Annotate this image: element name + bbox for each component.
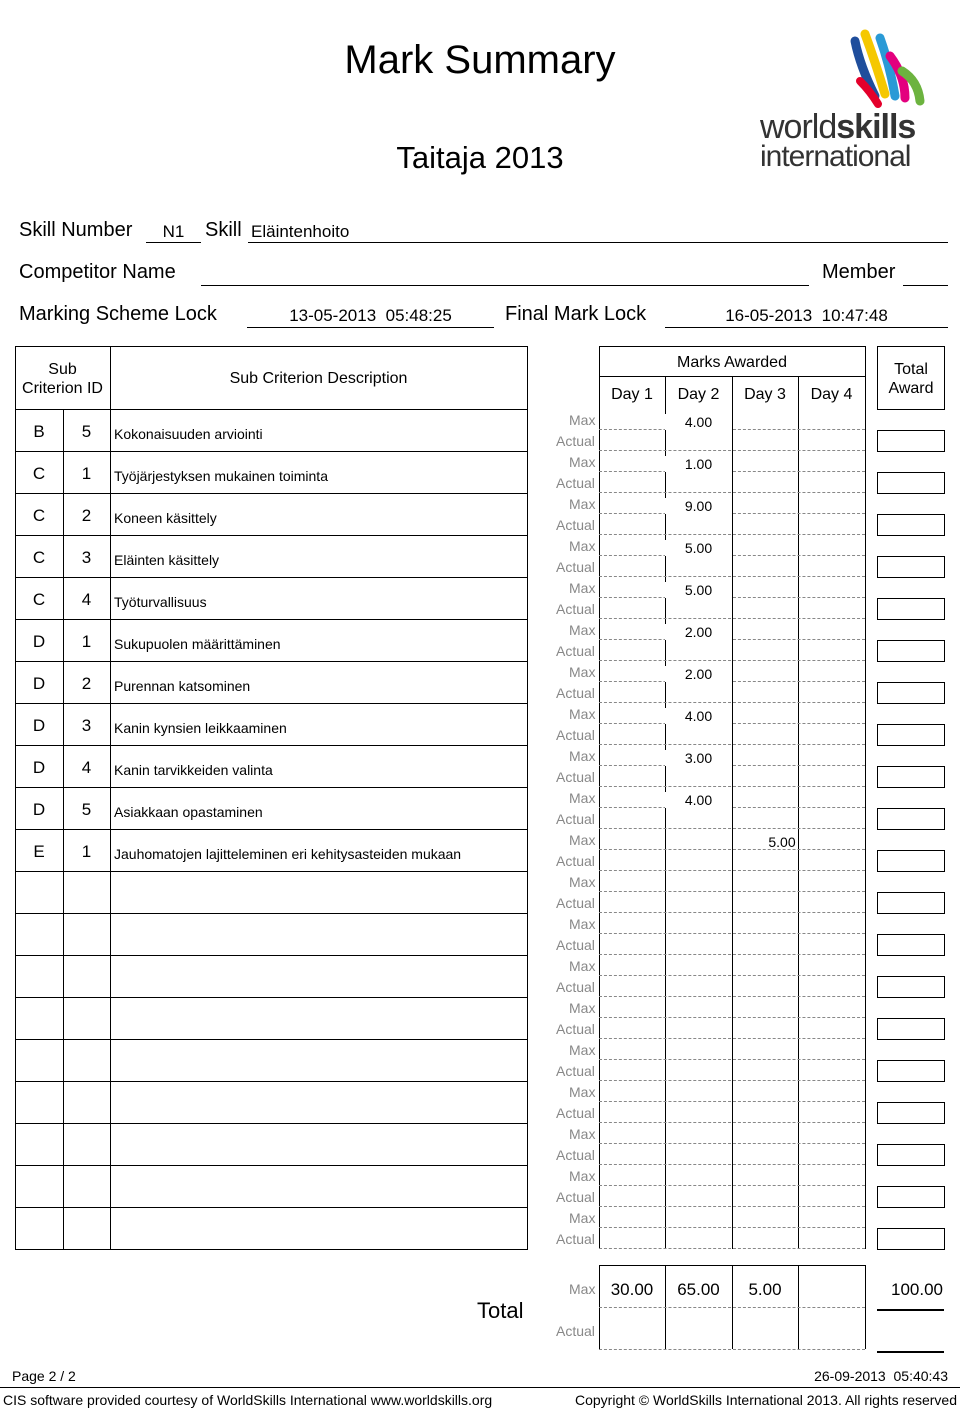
total-award-box[interactable]: [877, 808, 945, 830]
total-award-box[interactable]: [877, 766, 945, 788]
marks-awarded-header: Marks Awarded: [677, 354, 787, 371]
max-dash-line: [599, 975, 865, 976]
max-dash-line: [599, 555, 865, 556]
criterion-description: Työjärjestyksen mukainen toiminta: [114, 468, 328, 484]
page-number: Page 2 / 2: [12, 1368, 76, 1384]
day2-max: 4.00: [665, 708, 732, 724]
actual-dash-line: [599, 702, 865, 703]
total-award-box[interactable]: [877, 682, 945, 704]
actual-label: Actual: [556, 979, 595, 995]
criterion-description: Sukupuolen määrittäminen: [114, 636, 281, 652]
actual-dash-line: [599, 744, 865, 745]
criterion-description: Asiakkaan opastaminen: [114, 804, 263, 820]
criterion-letter: C: [32, 590, 46, 609]
row-rule: [15, 535, 528, 536]
criterion-description: Kanin kynsien leikkaaminen: [114, 720, 287, 736]
criterion-description: Kokonaisuuden arviointi: [114, 426, 263, 442]
criterion-letter: C: [32, 506, 46, 525]
max-dash-line: [599, 1017, 865, 1018]
day-divider: [798, 376, 799, 1249]
competitor-name-line: [201, 285, 809, 286]
day2-max: 4.00: [665, 414, 732, 430]
print-timestamp: 26-09-2013 05:40:43: [814, 1368, 948, 1384]
max-dash-line: [599, 1059, 865, 1060]
actual-label: Actual: [556, 685, 595, 701]
row-rule: [15, 913, 528, 914]
total-award-box[interactable]: [877, 1018, 945, 1040]
row-rule: [15, 619, 528, 620]
max-dash-line: [599, 681, 865, 682]
max-label: Max: [569, 958, 596, 974]
logo-ribbons-icon: [760, 26, 935, 116]
day2-max: 1.00: [665, 456, 732, 472]
col-description: Sub Criterion Description: [229, 370, 408, 387]
row-rule: [15, 451, 528, 452]
criterion-number: 5: [81, 800, 92, 819]
actual-dash-line: [599, 912, 865, 913]
max-label: Max: [569, 538, 596, 554]
criterion-number: 1: [81, 632, 92, 651]
total-award-box[interactable]: [877, 556, 945, 578]
max-label: Max: [569, 874, 596, 890]
skill-number: N1: [162, 222, 185, 241]
max-label: Max: [569, 748, 596, 764]
actual-dash-line: [599, 576, 865, 577]
max-dash-line: [599, 765, 865, 766]
row-rule: [15, 661, 528, 662]
row-rule: [15, 577, 528, 578]
max-label: Max: [569, 580, 596, 596]
row-rule: [15, 787, 528, 788]
total-award-box[interactable]: [877, 430, 945, 452]
totals-border-right: [865, 1265, 866, 1349]
max-dash-line: [599, 513, 865, 514]
criterion-description: Työturvallisuus: [114, 594, 207, 610]
worldskills-logo: [760, 26, 935, 176]
max-label: Max: [569, 706, 596, 722]
day3-max: 5.00: [768, 834, 796, 850]
actual-dash-line: [599, 1122, 865, 1123]
criterion-number: 2: [81, 674, 92, 693]
logo-text-international: international: [760, 140, 911, 173]
row-rule: [15, 1249, 528, 1250]
actual-dash-line: [599, 870, 865, 871]
actual-label: Actual: [556, 811, 595, 827]
max-label: Max: [569, 832, 596, 848]
row-rule: [15, 1165, 528, 1166]
criterion-description: Purennan katsominen: [114, 678, 251, 694]
max-label: Max: [569, 664, 596, 680]
total-award-box[interactable]: [877, 850, 945, 872]
actual-dash-line: [599, 828, 865, 829]
row-rule: [15, 997, 528, 998]
logo-text-world: world: [760, 108, 837, 146]
marks-border-left: [599, 346, 600, 1249]
criterion-description: Kanin tarvikkeiden valinta: [114, 762, 273, 778]
max-dash-line: [599, 891, 865, 892]
total-award-box[interactable]: [877, 1102, 945, 1124]
criterion-letter: D: [32, 800, 46, 819]
total-grand: 100.00: [891, 1280, 943, 1299]
max-dash-line: [599, 807, 865, 808]
actual-dash-line: [599, 492, 865, 493]
copyright: Copyright © WorldSkills International 2013. All rights reserved: [574, 1392, 957, 1408]
total-day1: 30.00: [610, 1280, 654, 1299]
day2-header: Day 2: [677, 386, 720, 403]
criterion-description: Koneen käsittely: [114, 510, 217, 526]
criterion-description: Eläinten käsittely: [114, 552, 220, 568]
total-award-box[interactable]: [877, 1186, 945, 1208]
table-border-top: [15, 346, 528, 347]
total-award-box[interactable]: [877, 1228, 945, 1250]
skill-name: Eläintenhoito: [251, 222, 350, 241]
max-label: Max: [569, 790, 596, 806]
actual-label: Actual: [556, 1063, 595, 1079]
actual-dash-line: [599, 954, 865, 955]
col-criterion-id: Sub Criterion ID: [22, 361, 103, 397]
total-actual-label: Actual: [556, 1323, 595, 1339]
actual-dash-line: [599, 660, 865, 661]
total-award-box[interactable]: [877, 1060, 945, 1082]
marks-border-right: [865, 346, 866, 1249]
max-dash-line: [599, 471, 865, 472]
criterion-number: 2: [81, 506, 92, 525]
skill-number-label: Skill Number: [19, 219, 133, 241]
criterion-number: 3: [81, 548, 92, 567]
actual-dash-line: [599, 1080, 865, 1081]
criterion-letter: E: [33, 842, 45, 861]
actual-dash-line: [599, 1164, 865, 1165]
row-rule: [15, 1039, 528, 1040]
day3-header: Day 3: [744, 386, 786, 403]
actual-dash-line: [599, 786, 865, 787]
day-divider: [732, 376, 733, 1249]
day4-header: Day 4: [810, 386, 853, 403]
member-line: [903, 285, 948, 286]
row-rule: [15, 829, 528, 830]
skill-label: Skill: [205, 219, 242, 241]
max-label: Max: [569, 916, 596, 932]
actual-dash-line: [599, 534, 865, 535]
day2-max: 2.00: [665, 624, 732, 640]
actual-label: Actual: [556, 475, 595, 491]
actual-label: Actual: [556, 1189, 595, 1205]
actual-label: Actual: [556, 895, 595, 911]
row-rule: [15, 871, 528, 872]
criterion-letter: D: [32, 716, 46, 735]
actual-label: Actual: [556, 1231, 595, 1247]
criterion-number: 4: [81, 758, 92, 777]
criterion-number: 4: [81, 590, 92, 609]
actual-label: Actual: [556, 727, 595, 743]
actual-label: Actual: [556, 1021, 595, 1037]
row-rule: [15, 745, 528, 746]
day2-max: 5.00: [665, 582, 732, 598]
total-award-box[interactable]: [877, 514, 945, 536]
competitor-name-label: Competitor Name: [19, 261, 176, 283]
max-label: Max: [569, 1084, 596, 1100]
day2-max: 5.00: [665, 540, 732, 556]
row-rule: [15, 703, 528, 704]
criterion-letter: D: [32, 632, 46, 651]
max-label: Max: [569, 1000, 596, 1016]
table-border-right: [527, 346, 528, 1249]
member-label: Member: [822, 261, 896, 283]
row-rule: [15, 1081, 528, 1082]
marking-lock-value: 13-05-2013 05:48:25: [289, 306, 452, 325]
actual-dash-line: [599, 1248, 865, 1249]
criterion-letter: C: [32, 464, 46, 483]
criterion-letter: D: [32, 674, 46, 693]
total-award-box[interactable]: [877, 976, 945, 998]
max-label: Max: [569, 412, 596, 428]
actual-dash-line: [599, 1206, 865, 1207]
criterion-letter: D: [32, 758, 46, 777]
day2-max: 9.00: [665, 498, 732, 514]
max-label: Max: [569, 1042, 596, 1058]
max-dash-line: [599, 1185, 865, 1186]
actual-label: Actual: [556, 433, 595, 449]
total-max-label: Max: [569, 1281, 596, 1297]
totals-max-dash: [599, 1307, 865, 1308]
marks-border-top: [599, 346, 866, 347]
total-award-box[interactable]: [877, 598, 945, 620]
max-dash-line: [599, 429, 865, 430]
totals-actual-dash: [599, 1349, 865, 1350]
criterion-number: 5: [81, 422, 92, 441]
credit-link[interactable]: CIS software provided courtesy of WorldSkills International www.worldskills.org: [3, 1392, 493, 1408]
total-award-box[interactable]: [877, 724, 945, 746]
max-dash-line: [599, 933, 865, 934]
max-dash-line: [599, 639, 865, 640]
actual-dash-line: [599, 996, 865, 997]
day2-max: 4.00: [665, 792, 732, 808]
max-label: Max: [569, 496, 596, 512]
actual-label: Actual: [556, 1147, 595, 1163]
criterion-letter: B: [33, 422, 45, 441]
actual-label: Actual: [556, 517, 595, 533]
day1-header: Day 1: [611, 386, 653, 403]
actual-dash-line: [599, 1038, 865, 1039]
total-day2: 65.00: [677, 1280, 720, 1299]
criterion-letter: C: [32, 548, 46, 567]
max-dash-line: [599, 723, 865, 724]
row-rule: [15, 955, 528, 956]
max-label: Max: [569, 1210, 596, 1226]
row-rule: [15, 1123, 528, 1124]
day2-max: 3.00: [665, 750, 732, 766]
page-title: Mark Summary: [344, 38, 616, 82]
criterion-number: 1: [81, 842, 92, 861]
max-dash-line: [599, 1227, 865, 1228]
final-lock-value: 16-05-2013 10:47:48: [725, 306, 888, 325]
max-dash-line: [599, 1143, 865, 1144]
actual-label: Actual: [556, 1105, 595, 1121]
criterion-number: 1: [81, 464, 92, 483]
actual-label: Actual: [556, 769, 595, 785]
actual-dash-line: [599, 618, 865, 619]
actual-label: Actual: [556, 853, 595, 869]
total-award-header: Total Award: [888, 361, 934, 397]
max-label: Max: [569, 454, 596, 470]
day2-max: 2.00: [665, 666, 732, 682]
max-label: Max: [569, 1126, 596, 1142]
row-rule: [15, 1207, 528, 1208]
row-rule: [15, 493, 528, 494]
actual-label: Actual: [556, 937, 595, 953]
table-header-rule: [15, 409, 528, 410]
actual-label: Actual: [556, 559, 595, 575]
criterion-number: 3: [81, 716, 92, 735]
max-label: Max: [569, 1168, 596, 1184]
event-title: Taitaja 2013: [396, 140, 564, 175]
total-award-box[interactable]: [877, 892, 945, 914]
max-dash-line: [599, 1101, 865, 1102]
total-day3: 5.00: [748, 1280, 782, 1299]
total-award-box[interactable]: [877, 472, 945, 494]
actual-label: Actual: [556, 643, 595, 659]
total-award-box[interactable]: [877, 1144, 945, 1166]
table-divider-desc: [110, 346, 111, 1249]
marking-lock-label: Marking Scheme Lock: [19, 303, 217, 325]
total-label: Total: [477, 1298, 524, 1323]
total-award-box[interactable]: [877, 934, 945, 956]
final-lock-label: Final Mark Lock: [505, 303, 647, 325]
criterion-description: Jauhomatojen lajitteleminen eri kehitysasteiden mukaan: [114, 846, 462, 862]
logo-text-skills: skills: [836, 108, 916, 146]
max-label: Max: [569, 622, 596, 638]
max-dash-line: [599, 597, 865, 598]
total-award-box[interactable]: [877, 640, 945, 662]
actual-dash-line: [599, 450, 865, 451]
actual-label: Actual: [556, 601, 595, 617]
